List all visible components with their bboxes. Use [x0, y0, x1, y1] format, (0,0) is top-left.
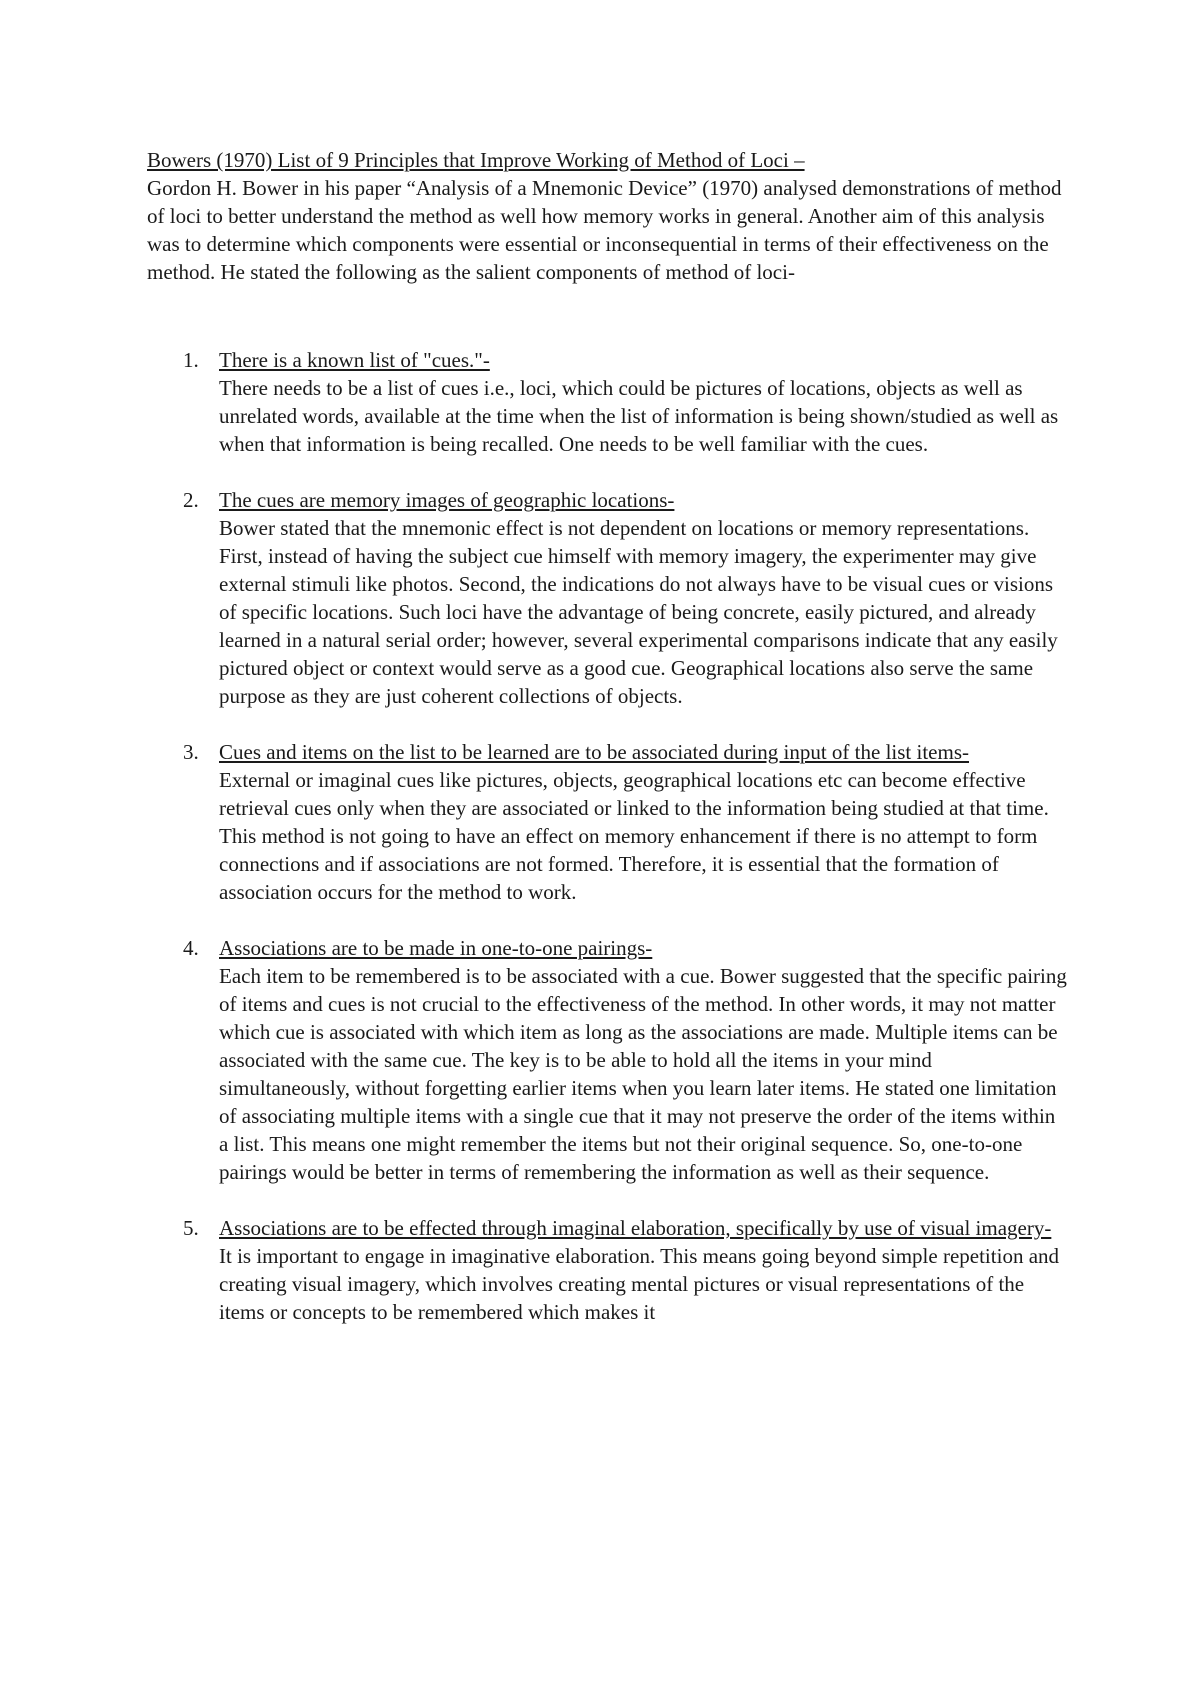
principle-item — [147, 738, 1067, 906]
principle-heading: Associations are to be made in one-to-one pairings- — [219, 936, 653, 960]
principle-number: 3. — [183, 740, 199, 764]
principle-body: It is important to engage in imaginative elaboration. This means going beyond simple repetition and creating visual imagery, which involves creating mental pictures or visual representations of the items or concepts to be remembered which makes it — [219, 1244, 1060, 1324]
principle-heading: The cues are memory images of geographic locations- — [219, 488, 675, 512]
principle-body: Bower stated that the mnemonic effect is not dependent on locations or memory representations. First, instead of having the subject cue himself with memory imagery, the experimenter may give external stimuli like photos. Second, the indications do not always have to be visual cues or visions of specific locations. Such loci have the advantage of being concrete, easily pictured, and already learned in a natural serial order; however, several experimental comparisons indicate that any easily pictured object or context would serve as a good cue. Geographical locations also serve the same purpose as they are just coherent collections of objects. — [219, 516, 1058, 708]
intro-paragraph: Gordon H. Bower in his paper “Analysis of a Mnemonic Device” (1970) analysed demonstrations of method of loci to better understand the method as well how memory works in general. Another aim of this analysis was to determine which components were essential or inconsequential in terms of their effectiveness on the method. He stated the following as the salient components of method of loci- — [147, 176, 1062, 284]
principle-item — [147, 486, 1067, 710]
principle-item — [147, 934, 1067, 1186]
principle-number: 5. — [183, 1216, 199, 1240]
principles-list — [147, 346, 1067, 1326]
principle-body: There needs to be a list of cues i.e., loci, which could be pictures of locations, objects as well as unrelated words, available at the time when the list of information is being shown/studied as well as when that information is being recalled. One needs to be well familiar with the cues. — [219, 376, 1059, 456]
principle-heading: There is a known list of "cues."- — [219, 348, 490, 372]
principle-body: External or imaginal cues like pictures, objects, geographical locations etc can become effective retrieval cues only when they are associated or linked to the information being studied at that time. This method is not going to have an effect on memory enhancement if there is no attempt to form connections and if associations are not formed. Therefore, it is essential that the formation of association occurs for the method to work. — [219, 768, 1049, 904]
principle-item — [147, 346, 1067, 458]
principle-item — [147, 1214, 1067, 1326]
principle-heading: Associations are to be effected through imaginal elaboration, specifically by use of visual imagery- — [219, 1216, 1052, 1240]
document-title: Bowers (1970) List of 9 Principles that Improve Working of Method of Loci – — [147, 148, 805, 172]
document-page — [147, 146, 1067, 1354]
principle-number: 1. — [183, 348, 199, 372]
principle-heading: Cues and items on the list to be learned are to be associated during input of the list items- — [219, 740, 969, 764]
principle-number: 2. — [183, 488, 199, 512]
principle-number: 4. — [183, 936, 199, 960]
principle-body: Each item to be remembered is to be associated with a cue. Bower suggested that the specific pairing of items and cues is not crucial to the effectiveness of the method. In other words, it may not matter which cue is associated with which item as long as the associations are made. Multiple items can be associated with the same cue. The key is to be able to hold all the items in your mind simultaneously, without forgetting earlier items when you learn later items. He stated one limitation of associating multiple items with a single cue that it may not preserve the order of the items within a list. This means one might remember the items but not their original sequence. So, one-to-one pairings would be better in terms of remembering the information as well as their sequence. — [219, 964, 1067, 1184]
